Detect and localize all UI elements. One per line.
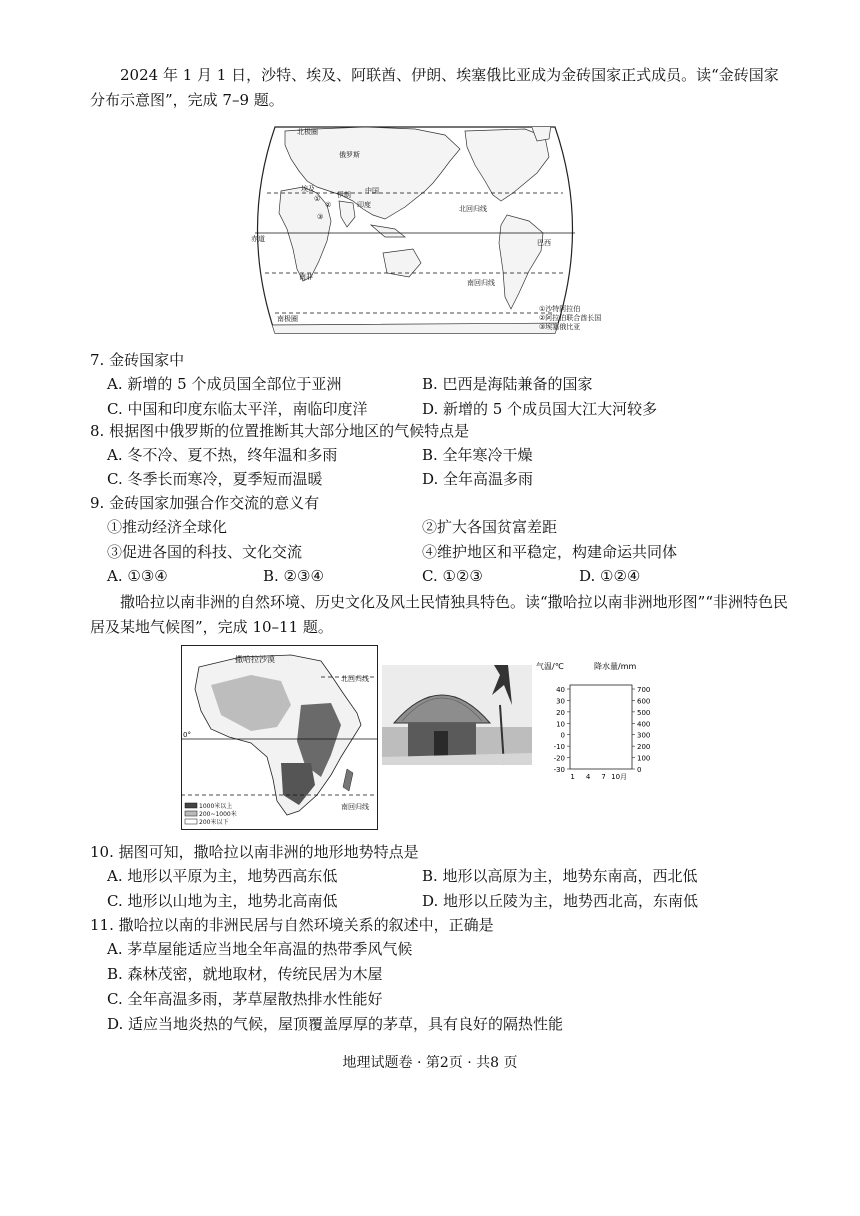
q9-option-c[interactable]: C. ①②③ bbox=[422, 567, 483, 585]
q9-option-a[interactable]: A. ①③④ bbox=[107, 567, 168, 585]
right-tick-label: 200 bbox=[637, 743, 651, 752]
left-tick-label: -10 bbox=[553, 743, 565, 752]
q7-stem: 7. 金砖国家中 bbox=[90, 351, 185, 369]
month-label: 10月 bbox=[611, 773, 628, 781]
antarctic-label: 南极圈 bbox=[277, 315, 298, 323]
q11-option-d[interactable]: D. 适应当地炎热的气候，屋顶覆盖厚厚的茅草，具有良好的隔热性能 bbox=[107, 1015, 564, 1033]
q8-option-c[interactable]: C. 冬季长而寒冷，夏季短而温暖 bbox=[107, 470, 323, 488]
antarctica-land bbox=[265, 323, 575, 337]
month-label: 1 bbox=[570, 773, 575, 781]
q7-option-d[interactable]: D. 新增的 5 个成员国大江大河较多 bbox=[422, 400, 658, 418]
right-tick-label: 0 bbox=[637, 766, 642, 774]
left-tick-label: 40 bbox=[556, 686, 565, 694]
egypt-label: 埃及 bbox=[301, 185, 315, 193]
page-footer: 地理试题卷 · 第2页 · 共8 页 bbox=[342, 1055, 518, 1071]
south-tropic-label: 南回归线 bbox=[467, 279, 495, 287]
right-tick-label: 700 bbox=[637, 686, 651, 694]
south-africa-label: 南非 bbox=[299, 273, 313, 281]
q8-option-d[interactable]: D. 全年高温多雨 bbox=[422, 470, 534, 488]
climate-chart bbox=[532, 659, 662, 781]
map-legend-3: ③埃塞俄比亚 bbox=[539, 323, 581, 331]
plot-frame bbox=[570, 685, 632, 769]
precip-axis-title: 降水量/mm bbox=[594, 662, 637, 671]
q10-option-d[interactable]: D. 地形以丘陵为主，地势西北高，东南低 bbox=[422, 892, 699, 910]
left-tick-label: 10 bbox=[556, 720, 565, 729]
map-legend-1: ①沙特阿拉伯 bbox=[539, 305, 581, 313]
right-tick-label: 300 bbox=[637, 731, 651, 740]
q11-stem: 11. 撒哈拉以南的非洲民居与自然环境关系的叙述中，正确是 bbox=[90, 916, 494, 934]
left-tick-label: -30 bbox=[553, 766, 565, 774]
q7-option-c[interactable]: C. 中国和印度东临太平洋，南临印度洋 bbox=[107, 400, 368, 418]
month-label: 7 bbox=[601, 773, 606, 781]
africa-legend-3: 200米以下 bbox=[199, 819, 229, 826]
africa-zero-label: 0° bbox=[183, 731, 191, 739]
arctic-label: 北极圈 bbox=[297, 128, 318, 136]
right-tick-label: 100 bbox=[637, 754, 651, 763]
q10-option-c[interactable]: C. 地形以山地为主，地势北高南低 bbox=[107, 892, 338, 910]
q11-option-a[interactable]: A. 茅草屋能适应当地全年高温的热带季风气候 bbox=[107, 940, 413, 958]
q9-statement-3: ③促进各国的科技、文化交流 bbox=[107, 543, 303, 561]
q9-statement-4: ④维护地区和平稳定，构建命运共同体 bbox=[422, 543, 678, 561]
iran-label: 伊朗 bbox=[337, 191, 351, 199]
q9-statement-2: ②扩大各国贫富差距 bbox=[422, 518, 558, 536]
africa-south-tropic-label: 南回归线 bbox=[341, 803, 369, 811]
q10-option-b[interactable]: B. 地形以高原为主，地势东南高，西北低 bbox=[422, 867, 698, 885]
intro-paragraph-1: 2024 年 1 月 1 日，沙特、埃及、阿联酋、伊朗、埃塞俄比亚成为金砖国家正式成员。读“金砖国家分布示意图”，完成 7–9 题。 bbox=[90, 66, 779, 109]
sahara-label: 撒哈拉沙漠 bbox=[235, 655, 275, 664]
brazil-label: 巴西 bbox=[537, 239, 551, 247]
china-label: 中国 bbox=[365, 187, 379, 195]
africa-terrain-map bbox=[181, 645, 378, 830]
africa-legend-2: 200~1000米 bbox=[199, 811, 237, 818]
q9-option-b[interactable]: B. ②③④ bbox=[263, 567, 324, 585]
circle1-label: ① bbox=[314, 195, 321, 203]
left-tick-label: 0 bbox=[560, 731, 565, 740]
circle3-label: ③ bbox=[317, 213, 324, 221]
q9-option-d[interactable]: D. ①②④ bbox=[579, 567, 641, 585]
map-legend-2: ②阿拉伯联合酋长国 bbox=[539, 314, 602, 322]
right-tick-label: 400 bbox=[637, 720, 651, 729]
left-tick-label: -20 bbox=[553, 754, 565, 763]
russia-label: 俄罗斯 bbox=[339, 151, 360, 159]
equator-label: 赤道 bbox=[251, 235, 265, 243]
africa-legend-1: 1000米以上 bbox=[199, 803, 233, 810]
left-tick-label: 20 bbox=[556, 708, 565, 717]
q11-option-c[interactable]: C. 全年高温多雨，茅草屋散热排水性能好 bbox=[107, 990, 383, 1008]
q8-option-a[interactable]: A. 冬不冷、夏不热，终年温和多雨 bbox=[107, 446, 338, 464]
intro-paragraph-2: 撒哈拉以南非洲的自然环境、历史文化及风土民情独具特色。读“撒哈拉以南非洲地形图”“非洲特色民居及某地气候图”，完成 10–11 题。 bbox=[90, 593, 789, 636]
q7-option-a[interactable]: A. 新增的 5 个成员国全部位于亚洲 bbox=[107, 375, 342, 393]
q8-option-b[interactable]: B. 全年寒冷干燥 bbox=[422, 446, 533, 464]
q9-stem: 9. 金砖国家加强合作交流的意义有 bbox=[90, 494, 320, 512]
right-tick-label: 600 bbox=[637, 697, 651, 706]
q10-stem: 10. 据图可知，撒哈拉以南非洲的地形地势特点是 bbox=[90, 843, 419, 861]
q11-option-b[interactable]: B. 森林茂密，就地取材，传统民居为木屋 bbox=[107, 965, 383, 983]
q9-statement-1: ①推动经济全球化 bbox=[107, 518, 228, 536]
temp-axis-title: 气温/℃ bbox=[536, 662, 564, 671]
north-tropic-label: 北回归线 bbox=[459, 205, 487, 213]
brics-world-map bbox=[245, 121, 602, 337]
thatched-hut-photo bbox=[382, 665, 532, 765]
india-label: 印度 bbox=[357, 201, 371, 209]
q10-option-a[interactable]: A. 地形以平原为主，地势西高东低 bbox=[107, 867, 338, 885]
month-label: 4 bbox=[585, 773, 591, 781]
q7-option-b[interactable]: B. 巴西是海陆兼备的国家 bbox=[422, 375, 593, 393]
q8-stem: 8. 根据图中俄罗斯的位置推断其大部分地区的气候特点是 bbox=[90, 422, 470, 440]
left-tick-label: 30 bbox=[556, 697, 565, 706]
africa-north-tropic-label: 北回归线 bbox=[341, 675, 369, 683]
circle2-label: ② bbox=[325, 201, 332, 209]
right-tick-label: 500 bbox=[637, 708, 651, 717]
